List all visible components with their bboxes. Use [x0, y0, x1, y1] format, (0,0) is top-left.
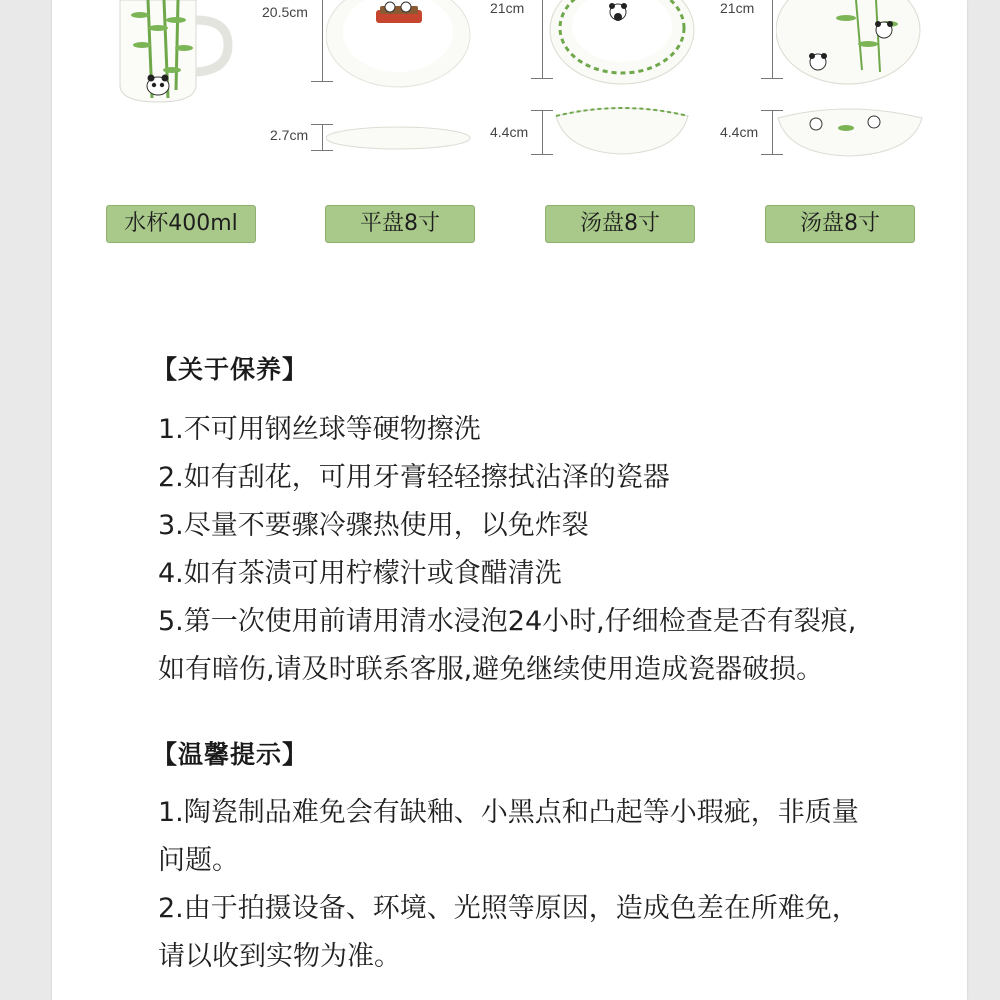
care-line: 1.不可用钢丝球等硬物擦洗	[158, 414, 481, 445]
care-list	[158, 406, 938, 694]
product-tag-mug: 水杯400ml	[106, 205, 256, 243]
depth-ruler	[542, 110, 543, 154]
care-line: 2.如有刮花，可用牙膏轻轻擦拭沾泽的瓷器	[158, 462, 670, 493]
soup-plate-image	[548, 0, 698, 160]
care-section	[152, 350, 938, 694]
dim-label-height: 20.5cm	[262, 4, 308, 20]
soup-plate-pattern-image	[776, 0, 926, 160]
care-heading: 【关于保养】	[152, 355, 309, 384]
depth-ruler	[772, 110, 773, 154]
tips-line: 1.陶瓷制品难免会有缺釉、小黑点和凸起等小瑕疵，非质量	[158, 797, 859, 828]
tips-line: 问题。	[158, 845, 239, 876]
product-tag-soup-plate: 汤盘8寸	[545, 205, 695, 243]
product-tag-soup-plate: 汤盘8寸	[765, 205, 915, 243]
tips-section	[152, 735, 938, 981]
tips-line: 请以收到实物为准。	[158, 941, 401, 972]
tips-line: 2.由于拍摄设备、环境、光照等原因，造成色差在所难免，	[158, 893, 859, 924]
dim-label-depth: 4.4cm	[720, 124, 759, 140]
thickness-ruler	[322, 124, 323, 150]
mug-image	[118, 0, 263, 105]
ruler-cap	[311, 150, 333, 151]
height-ruler	[322, 0, 323, 81]
care-line: 如有暗伤,请及时联系客服,避免继续使用造成瓷器破损。	[158, 654, 824, 685]
care-line: 5.第一次使用前请用清水浸泡24小时,仔细检查是否有裂痕,	[158, 606, 857, 637]
tips-heading: 【温馨提示】	[152, 740, 309, 769]
dim-label-diameter: 21cm	[490, 0, 525, 16]
tips-list	[158, 789, 938, 981]
diameter-ruler	[542, 0, 543, 78]
diameter-ruler	[772, 0, 773, 78]
dim-label-depth: 4.4cm	[490, 124, 529, 140]
flat-plate-image	[326, 0, 476, 150]
dim-label-thickness: 2.7cm	[270, 127, 309, 143]
care-line: 3.尽量不要骤冷骤热使用，以免炸裂	[158, 510, 589, 541]
care-line: 4.如有茶渍可用柠檬汁或食醋清洗	[158, 558, 562, 589]
dim-label-diameter: 21cm	[720, 0, 755, 16]
product-tag-flat-plate: 平盘8寸	[325, 205, 475, 243]
